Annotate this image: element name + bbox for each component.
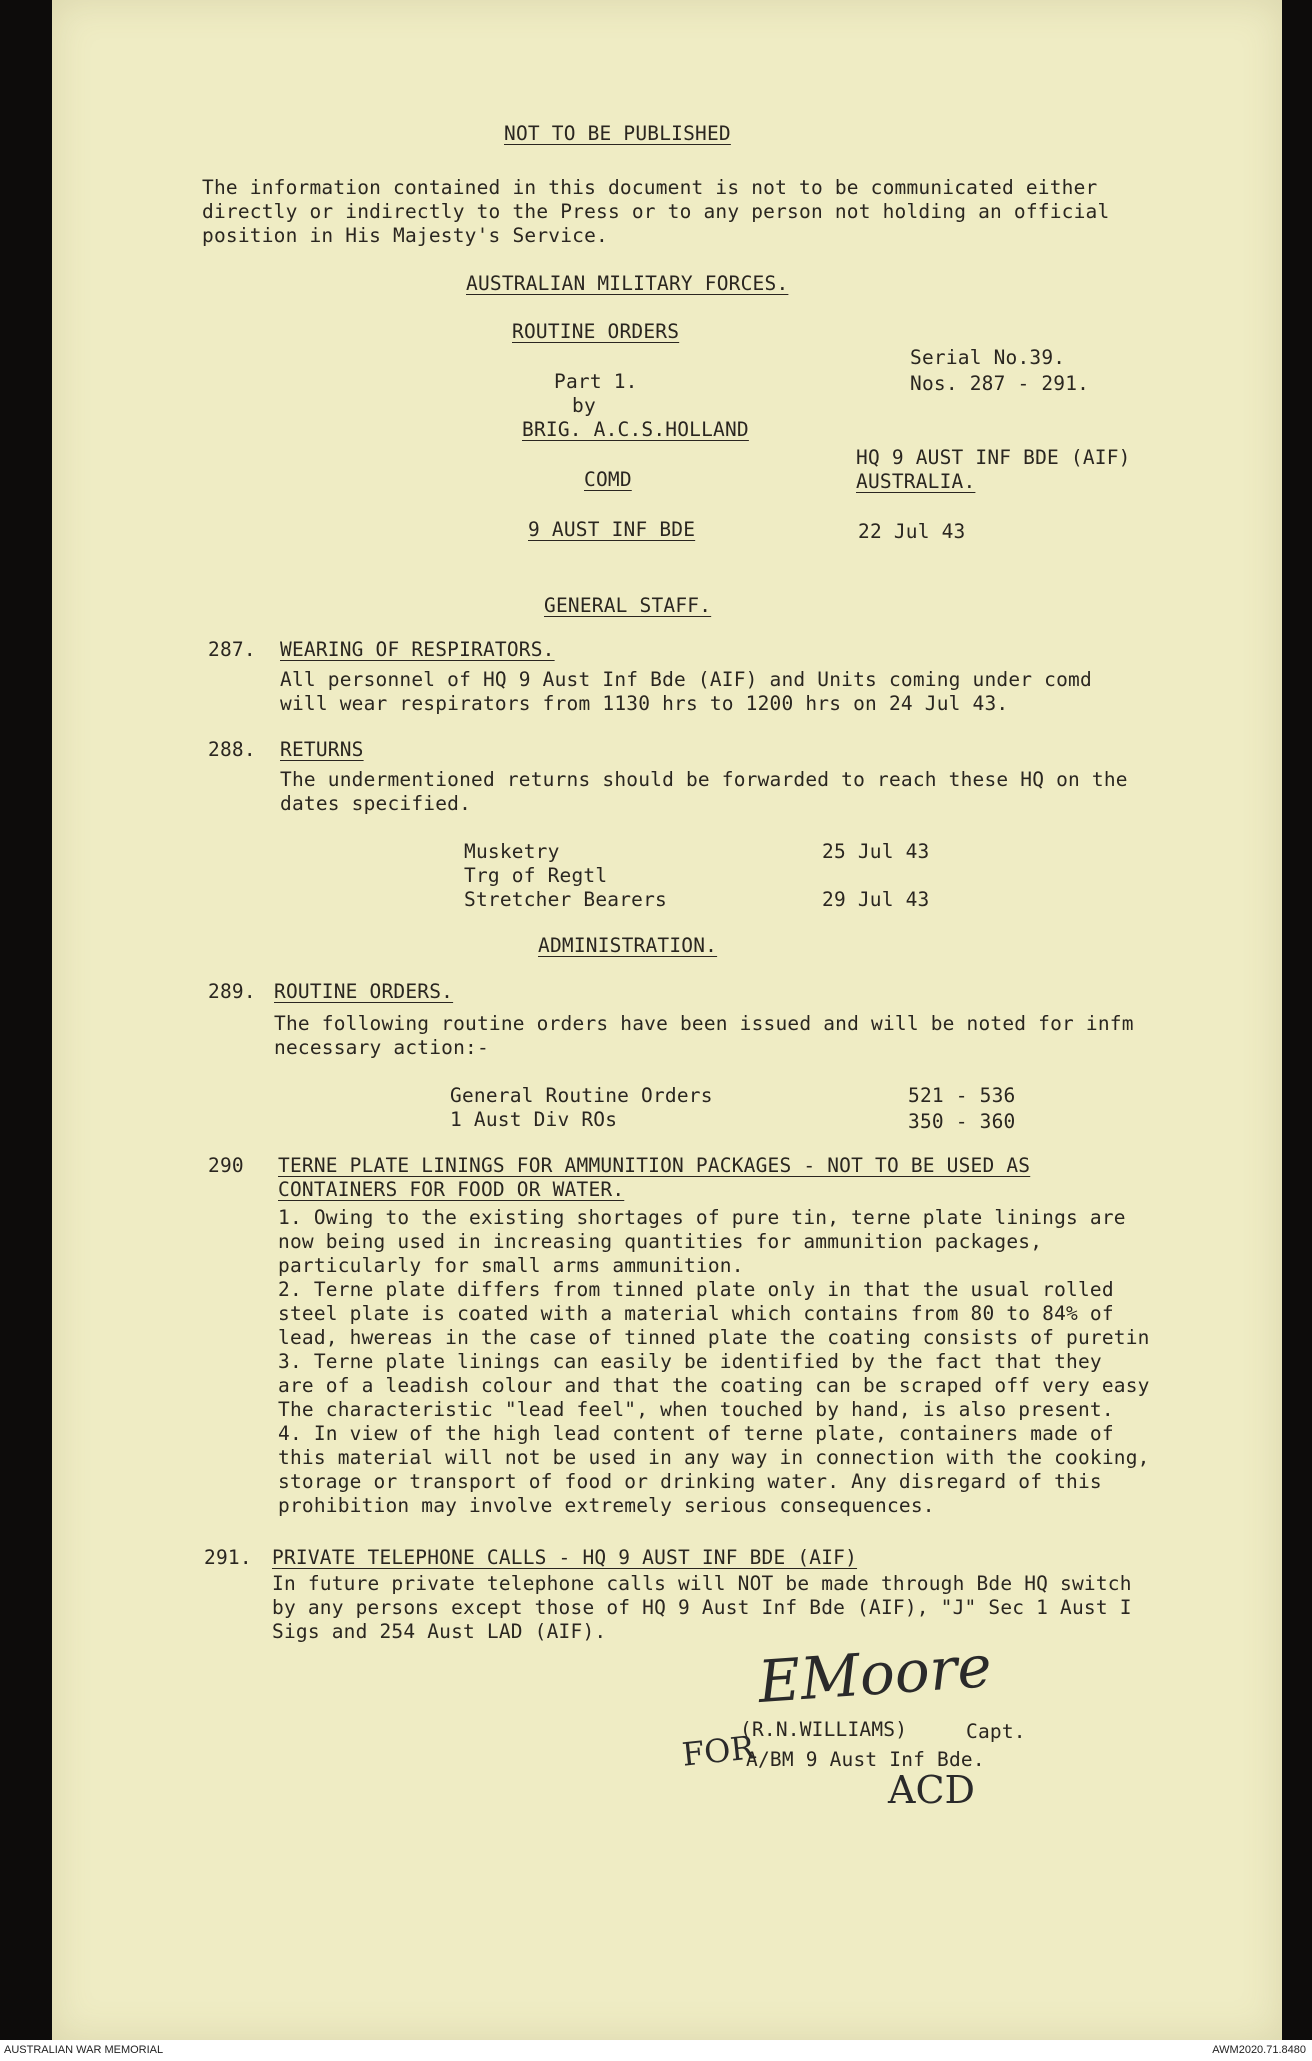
order-291-number: 291. xyxy=(204,1546,252,1569)
order-290-number: 290 xyxy=(208,1154,244,1177)
routine-order-item: 1 Aust Div ROs xyxy=(450,1108,618,1131)
notice-line-1: The information contained in this document is not to be communicated either xyxy=(202,176,1098,199)
order-287-number: 287. xyxy=(208,638,256,661)
footer-reference-number: AWM2020.71.8480 xyxy=(1212,2044,1306,2056)
order-291-line-1: In future private telephone calls will NOT be made through Bde HQ switch xyxy=(272,1572,1132,1595)
order-290-line: are of a leadish colour and that the coating can be scraped off very easy xyxy=(278,1374,1150,1397)
part-label: Part 1. xyxy=(554,370,638,393)
signatory-name: (R.N.WILLIAMS) xyxy=(740,1718,908,1741)
order-290-line: 4. In view of the high lead content of terne plate, containers made of xyxy=(278,1422,1114,1445)
order-287-line-2: will wear respirators from 1130 hrs to 1200 hrs on 24 Jul 43. xyxy=(280,692,1009,715)
notice-line-2: directly or indirectly to the Press or to any person not holding an official xyxy=(202,200,1110,223)
notice-line-3: position in His Majesty's Service. xyxy=(202,224,608,247)
order-289-number: 289. xyxy=(208,980,256,1003)
brigade-label: 9 AUST INF BDE xyxy=(528,518,696,541)
order-290-line: this material will not be used in any way in connection with the cooking, xyxy=(278,1446,1150,1469)
order-289-line-2: necessary action:- xyxy=(274,1036,489,1059)
administration-heading: ADMINISTRATION. xyxy=(538,934,718,957)
order-290-line: steel plate is coated with a material which contains from 80 to 84% of xyxy=(278,1302,1114,1325)
order-numbers: Nos. 287 - 291. xyxy=(910,372,1090,395)
return-date: 29 Jul 43 xyxy=(822,888,930,911)
general-staff-heading: GENERAL STAFF. xyxy=(544,594,712,617)
signatory-rank: Capt. xyxy=(966,1720,1026,1743)
order-290-line: 1. Owing to the existing shortages of pure tin, terne plate linings are xyxy=(278,1206,1126,1229)
document-page xyxy=(52,0,1282,2040)
by-label: by xyxy=(572,394,596,417)
order-291-line-2: by any persons except those of HQ 9 Aust Inf Bde (AIF), "J" Sec 1 Aust I xyxy=(272,1596,1132,1619)
routine-order-range: 350 - 360 xyxy=(908,1110,1016,1133)
order-290-line: 3. Terne plate linings can easily be identified by the fact that they xyxy=(278,1350,1102,1373)
order-290-line: storage or transport of food or drinking water. Any disregard of this xyxy=(278,1470,1102,1493)
footer-archive-name: AUSTRALIAN WAR MEMORIAL xyxy=(4,2044,164,2056)
document-date: 22 Jul 43 xyxy=(858,520,966,543)
order-289-title: ROUTINE ORDERS. xyxy=(274,980,454,1003)
routine-orders-heading: ROUTINE ORDERS xyxy=(512,320,680,343)
routine-order-item: General Routine Orders xyxy=(450,1084,713,1107)
order-287-line-1: All personnel of HQ 9 Aust Inf Bde (AIF) and Units coming under comd xyxy=(280,668,1092,691)
order-290-line: prohibition may involve extremely serious consequences. xyxy=(278,1494,935,1517)
routine-order-range: 521 - 536 xyxy=(908,1084,1016,1107)
australia-label: AUSTRALIA. xyxy=(856,470,976,493)
order-288-title: RETURNS xyxy=(280,738,364,761)
return-date: 25 Jul 43 xyxy=(822,840,930,863)
order-290-line: now being used in increasing quantities for ammunition packages, xyxy=(278,1230,1043,1253)
order-289-line-1: The following routine orders have been issued and will be noted for infm xyxy=(274,1012,1134,1035)
brigadier-name: BRIG. A.C.S.HOLLAND xyxy=(522,418,749,441)
handwritten-for: FOR xyxy=(680,1728,757,1774)
comd-label: COMD xyxy=(584,468,632,491)
return-item: Trg of Regtl xyxy=(464,864,608,887)
order-290-line: 2. Terne plate differs from tinned plate only in that the usual rolled xyxy=(278,1278,1114,1301)
order-288-number: 288. xyxy=(208,738,256,761)
return-item: Stretcher Bearers xyxy=(464,888,667,911)
order-288-line-2: dates specified. xyxy=(280,792,472,815)
order-291-line-3: Sigs and 254 Aust LAD (AIF). xyxy=(272,1620,607,1643)
return-item: Musketry xyxy=(464,840,560,863)
order-291-title: PRIVATE TELEPHONE CALLS - HQ 9 AUST INF BDE (AIF) xyxy=(272,1546,858,1569)
order-290-title-1: TERNE PLATE LININGS FOR AMMUNITION PACKAGES - NOT TO BE USED AS xyxy=(278,1154,1031,1177)
order-287-title: WEARING OF RESPIRATORS. xyxy=(280,638,555,661)
order-290-title-2: CONTAINERS FOR FOOD OR WATER. xyxy=(278,1178,625,1201)
not-published-heading: NOT TO BE PUBLISHED xyxy=(504,122,731,145)
handwritten-initials: ACD xyxy=(888,1768,975,1812)
handwritten-signature: EMoore xyxy=(755,1631,994,1717)
forces-heading: AUSTRALIAN MILITARY FORCES. xyxy=(466,272,789,295)
serial-number: Serial No.39. xyxy=(910,346,1066,369)
order-290-line: The characteristic "lead feel", when touched by hand, is also present. xyxy=(278,1398,1114,1421)
order-290-line: particularly for small arms ammunition. xyxy=(278,1254,744,1277)
signatory-appointment: A/BM 9 Aust Inf Bde. xyxy=(746,1748,985,1771)
order-290-line: lead, hwereas in the case of tinned plate the coating consists of puretin xyxy=(278,1326,1150,1349)
hq-address: HQ 9 AUST INF BDE (AIF) xyxy=(856,446,1131,469)
order-288-line-1: The undermentioned returns should be forwarded to reach these HQ on the xyxy=(280,768,1128,791)
